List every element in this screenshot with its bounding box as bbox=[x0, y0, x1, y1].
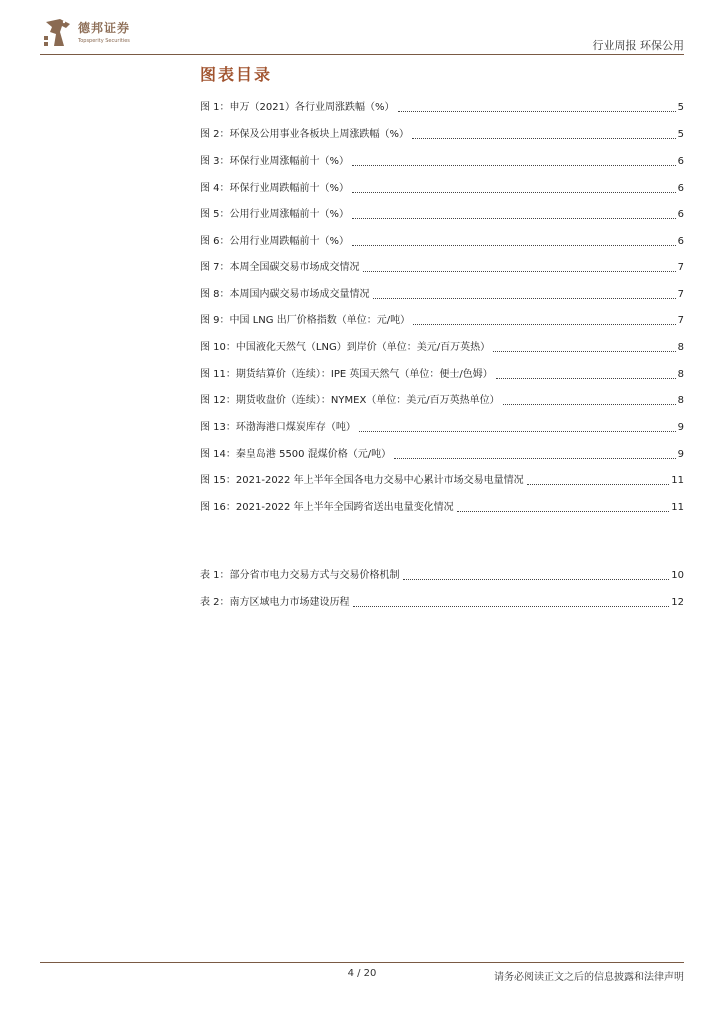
toc-leader-dots bbox=[353, 606, 670, 607]
toc-figure-entry[interactable] bbox=[200, 235, 684, 249]
toc-entry-page: 6 bbox=[677, 183, 684, 194]
toc-entry-page: 7 bbox=[677, 262, 684, 273]
toc-leader-dots bbox=[352, 245, 676, 246]
toc-entry-label: 图 8：本周国内碳交易市场成交量情况 bbox=[200, 289, 370, 300]
toc-leader-dots bbox=[403, 579, 670, 580]
toc-figure-entry[interactable] bbox=[200, 128, 684, 142]
toc-leader-dots bbox=[373, 298, 676, 299]
toc-figure-entry[interactable] bbox=[200, 208, 684, 222]
toc-leader-dots bbox=[457, 511, 670, 512]
footer-divider bbox=[40, 962, 684, 963]
toc-leader-dots bbox=[527, 484, 670, 485]
toc-leader-dots bbox=[352, 165, 676, 166]
toc-entry-page: 9 bbox=[677, 449, 684, 460]
toc-leader-dots bbox=[352, 192, 676, 193]
toc-entry-label: 图 9：中国 LNG 出厂价格指数（单位：元/吨） bbox=[200, 315, 411, 326]
toc-entry-label: 表 2：南方区域电力市场建设历程 bbox=[200, 597, 350, 608]
toc-entry-page: 6 bbox=[677, 209, 684, 220]
toc-entry-page: 6 bbox=[677, 236, 684, 247]
toc-entry-page: 8 bbox=[677, 342, 684, 353]
toc-entry-label: 图 3：环保行业周涨幅前十（%） bbox=[200, 156, 350, 167]
toc-entry-page: 5 bbox=[677, 129, 684, 140]
toc-figure-entry[interactable] bbox=[200, 341, 684, 355]
toc-leader-dots bbox=[394, 458, 676, 459]
toc-entry-label: 图 16：2021-2022 年上半年全国跨省送出电量变化情况 bbox=[200, 502, 454, 513]
toc-entry-label: 图 13：环渤海港口煤炭库存（吨） bbox=[200, 422, 356, 433]
toc-figure-entry[interactable] bbox=[200, 501, 684, 515]
toc-entry-label: 表 1：部分省市电力交易方式与交易价格机制 bbox=[200, 570, 400, 581]
toc-table-entry[interactable] bbox=[200, 596, 684, 610]
toc-figure-entry[interactable] bbox=[200, 314, 684, 328]
toc-entry-page: 9 bbox=[677, 422, 684, 433]
toc-entry-page: 8 bbox=[677, 369, 684, 380]
company-logo bbox=[40, 16, 150, 50]
toc-entry-label: 图 12：期货收盘价（连续）：NYMEX（单位：美元/百万英热单位） bbox=[200, 395, 500, 406]
toc-figure-entry[interactable] bbox=[200, 421, 684, 435]
toc-entry-label: 图 1：申万（2021）各行业周涨跌幅（%） bbox=[200, 102, 395, 113]
toc-entry-label: 图 14：秦皇岛港 5500 混煤价格（元/吨） bbox=[200, 449, 392, 460]
toc-entry-label: 图 15：2021-2022 年上半年全国各电力交易中心累计市场交易电量情况 bbox=[200, 475, 524, 486]
toc-leader-dots bbox=[363, 271, 676, 272]
toc-entry-label: 图 11：期货结算价（连续）：IPE 英国天然气（单位：便士/色姆） bbox=[200, 369, 493, 380]
toc-figure-entry[interactable] bbox=[200, 448, 684, 462]
toc-figure-entry[interactable] bbox=[200, 101, 684, 115]
toc-entry-page: 12 bbox=[671, 597, 684, 608]
toc-entry-page: 10 bbox=[671, 570, 684, 581]
toc-leader-dots bbox=[496, 378, 676, 379]
toc-entry-page: 8 bbox=[677, 395, 684, 406]
toc-title: 图表目录 bbox=[200, 65, 273, 84]
toc-leader-dots bbox=[413, 324, 676, 325]
toc-leader-dots bbox=[352, 218, 676, 219]
toc-entry-label: 图 7：本周全国碳交易市场成交情况 bbox=[200, 262, 360, 273]
toc-entry-page: 7 bbox=[677, 289, 684, 300]
toc-figure-entry[interactable] bbox=[200, 182, 684, 196]
toc-entry-label: 图 10：中国液化天然气（LNG）到岸价（单位：美元/百万英热） bbox=[200, 342, 491, 353]
toc-leader-dots bbox=[493, 351, 676, 352]
toc-figure-entry[interactable] bbox=[200, 261, 684, 275]
toc-figure-entry[interactable] bbox=[200, 368, 684, 382]
report-category: 行业周报 环保公用 bbox=[592, 39, 684, 52]
legal-disclaimer: 请务必阅读正文之后的信息披露和法律声明 bbox=[494, 972, 684, 983]
page-number: 4 / 20 bbox=[347, 968, 377, 979]
toc-figure-entry[interactable] bbox=[200, 474, 684, 488]
toc-entry-label: 图 4：环保行业周跌幅前十（%） bbox=[200, 183, 350, 194]
toc-entry-label: 图 6：公用行业周跌幅前十（%） bbox=[200, 236, 350, 247]
toc-leader-dots bbox=[503, 404, 676, 405]
toc-leader-dots bbox=[359, 431, 676, 432]
logo-chinese-name: 德邦证券 bbox=[78, 21, 131, 35]
toc-table-entry[interactable] bbox=[200, 569, 684, 583]
toc-entry-page: 11 bbox=[671, 502, 684, 513]
logo-mark-icon bbox=[40, 16, 74, 50]
toc-entry-label: 图 2：环保及公用事业各板块上周涨跌幅（%） bbox=[200, 129, 410, 140]
toc-entry-page: 6 bbox=[677, 156, 684, 167]
header-divider bbox=[40, 54, 684, 55]
toc-entry-page: 7 bbox=[677, 315, 684, 326]
toc-entry-page: 11 bbox=[671, 475, 684, 486]
toc-figure-entry[interactable] bbox=[200, 155, 684, 169]
toc-leader-dots bbox=[398, 111, 676, 112]
toc-figure-entry[interactable] bbox=[200, 394, 684, 408]
toc-entry-label: 图 5：公用行业周涨幅前十（%） bbox=[200, 209, 350, 220]
toc-entry-page: 5 bbox=[677, 102, 684, 113]
toc-leader-dots bbox=[412, 138, 676, 139]
toc-figure-entry[interactable] bbox=[200, 288, 684, 302]
logo-english-name: Topsperity Securities bbox=[78, 38, 130, 44]
